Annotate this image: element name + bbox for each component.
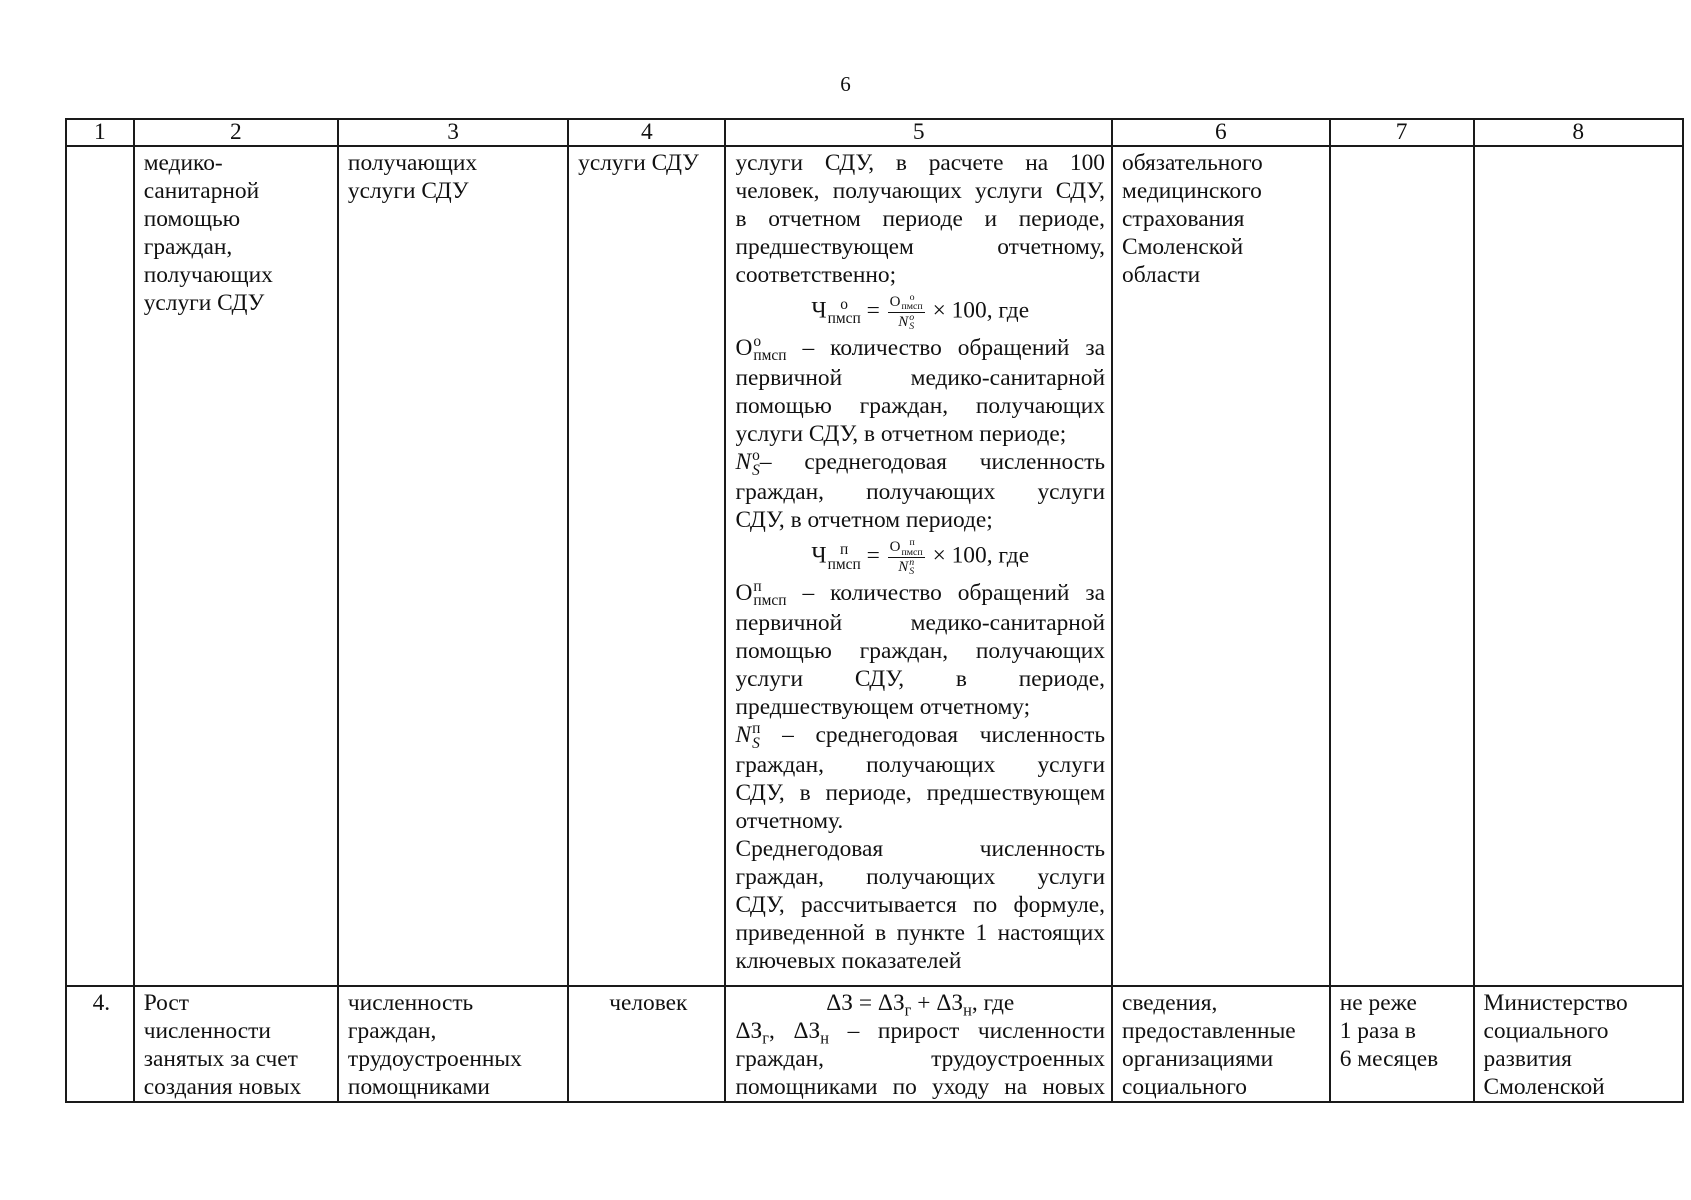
formula-subscript: S [909, 321, 915, 333]
cell-line: граждан, [347, 1018, 437, 1044]
cell-line: граждан, [143, 234, 233, 260]
cell-line: санитарной [143, 178, 260, 204]
cell-line: занятых за счет [143, 1046, 298, 1072]
header-cell: 4 [568, 119, 725, 146]
cell-line: медицинского [1122, 178, 1262, 204]
formula-superscript: п [752, 720, 761, 738]
formula-symbol: О [735, 334, 753, 361]
formula-superscript: о [840, 295, 849, 313]
page-number: 6 [840, 72, 851, 96]
header-cell: 3 [338, 119, 568, 146]
cell-line: предшествующем отчетному, [735, 234, 1106, 260]
cell-line: социального [1122, 1074, 1247, 1100]
cell-line: СДУ, в отчетном периоде; [735, 507, 993, 534]
cell-line: не реже [1339, 990, 1417, 1016]
formula-subscript: н [963, 1000, 972, 1020]
cell-line: социального [1483, 1018, 1609, 1044]
formula-superscript: о [909, 292, 915, 303]
cell-line: 6 месяцев [1339, 1046, 1439, 1072]
cell-line: помощниками по уходу на новых [735, 1074, 1106, 1100]
formula-subscript: пмсп [901, 301, 923, 313]
formula-superscript: п [909, 537, 915, 549]
formula-superscript: п [909, 557, 915, 569]
indicator-name-cell [134, 986, 338, 1102]
cell-line [735, 334, 1105, 364]
cell-line: области [1122, 262, 1201, 288]
cell-line: медико- [143, 150, 223, 176]
cell-line: граждан, получающих услуги [735, 479, 1106, 506]
header-cell: 5 [725, 119, 1112, 146]
cell-line: предоставленные [1122, 1018, 1296, 1044]
formula-separator: , [768, 1018, 794, 1044]
formula-current-period [735, 289, 1105, 334]
responsible-cell [1474, 986, 1683, 1102]
formula-subscript: г [904, 1000, 912, 1020]
formula-subscript: S [752, 734, 760, 752]
formula-superscript: о [909, 311, 915, 323]
cell-line: услуги СДУ [143, 290, 265, 316]
indicator-description-cell [338, 986, 568, 1102]
formula-symbol: ΔЗ [877, 990, 905, 1016]
cell-line: Смоленской [1122, 234, 1244, 260]
cell-line: человек, получающих услуги СДУ, [735, 178, 1106, 204]
cell-line: услуги СДУ, в отчетном периоде; [735, 420, 1067, 447]
header-cell: 8 [1474, 119, 1683, 146]
formula-superscript: о [752, 446, 760, 464]
cell-line: Среднегодовая численность [735, 836, 1106, 863]
formula-subscript: S [752, 461, 760, 479]
cell-line: граждан, получающих услуги [735, 752, 1106, 779]
formula-fraction [888, 538, 925, 577]
header-cell: 2 [134, 119, 338, 146]
indicator-name-cell [134, 146, 338, 986]
header-cell: 1 [66, 119, 134, 146]
formula-previous-period [735, 534, 1105, 579]
cell-line: граждан, трудоустроенных [735, 1046, 1106, 1072]
definition-text: – среднегодовая численность [759, 448, 1106, 475]
formula-operator: + [917, 990, 931, 1016]
cell-line: услуги СДУ [347, 178, 469, 204]
definition-text: – количество обращений за [786, 334, 1106, 361]
cell-line: получающих [347, 150, 478, 176]
cell-line: трудоустроенных [347, 1046, 522, 1072]
formula-symbol: N [898, 558, 909, 575]
cell-line: получающих [143, 262, 273, 288]
formula-symbol: Ч [811, 542, 827, 569]
formula-operator: = [858, 990, 873, 1016]
cell-line: в отчетном периоде и периоде, [735, 206, 1106, 232]
formula-subscript: пмсп [827, 310, 861, 328]
cell-line [735, 721, 1105, 751]
data-source-cell [1112, 986, 1330, 1102]
cell-line: численность [347, 990, 474, 1016]
cell-line: помощниками [347, 1074, 490, 1100]
formula-symbol: ΔЗ [936, 990, 964, 1016]
cell-line: развития [1483, 1046, 1572, 1072]
cell-line: СДУ, рассчитывается по формуле, [735, 892, 1106, 919]
cell-line: предшествующем отчетному; [735, 694, 1031, 721]
indicator-description-cell [338, 146, 568, 986]
formula-operator: = [866, 542, 880, 569]
formula-symbol: ΔЗ [826, 990, 853, 1016]
formula-symbol: О [889, 293, 901, 310]
cell-line [735, 1017, 1106, 1048]
formula-symbol: ΔЗ [793, 1018, 821, 1044]
cell-line: ключевых показателей [735, 948, 962, 975]
cell-line: первичной медико-санитарной [735, 610, 1106, 637]
definition-text: – прирост численности [828, 1018, 1106, 1044]
cell-line: СДУ, в периоде, предшествующем [735, 780, 1106, 807]
formula-superscript: о [753, 332, 762, 350]
cell-line: отчетному. [735, 808, 844, 835]
formula-subscript: S [909, 566, 915, 578]
formula-superscript: п [753, 577, 762, 595]
cell-line: помощью граждан, получающих [735, 638, 1106, 665]
formula-tail: × 100, где [932, 297, 1030, 324]
row-number-cell: 4. [66, 986, 134, 1102]
formula-subscript: пмсп [901, 546, 923, 558]
cell-line: численности [143, 1018, 271, 1044]
formula-symbol: N [735, 722, 752, 749]
calculation-method-cell [725, 146, 1112, 986]
header-cell: 6 [1112, 119, 1330, 146]
cell-line: помощью [143, 206, 241, 232]
formula-symbol: О [735, 579, 753, 606]
unit-cell: человек [568, 986, 725, 1102]
data-source-cell [1112, 146, 1330, 986]
periodicity-cell [1330, 986, 1474, 1102]
cell-line: страхования [1122, 206, 1245, 232]
formula-fraction [888, 293, 925, 332]
unit-cell: услуги СДУ [568, 146, 725, 986]
cell-line [735, 579, 1105, 609]
cell-line: Рост [143, 990, 190, 1016]
table-row [66, 146, 1683, 986]
formula-symbol: N [898, 313, 909, 330]
formula-tail: × 100, где [932, 542, 1030, 569]
cell-line: создания новых [143, 1074, 302, 1100]
cell-line: Смоленской [1483, 1074, 1605, 1100]
cell-line: соответственно; [735, 262, 897, 288]
formula-growth [735, 989, 1105, 1020]
table-header-row [66, 119, 1683, 146]
calculation-method-cell [725, 986, 1112, 1102]
cell-line: первичной медико-санитарной [735, 364, 1106, 391]
cell-line: 1 раза в [1339, 1018, 1416, 1044]
table-row [66, 986, 1683, 1102]
cell-line: услуги СДУ, в расчете на 100 [735, 150, 1106, 176]
formula-subscript: г [762, 1028, 769, 1048]
definition-text: – среднегодовая численность [760, 722, 1106, 749]
cell-line: организациями [1122, 1046, 1274, 1072]
cell-line [735, 448, 1105, 478]
row-number-cell [66, 146, 134, 986]
cell-line: сведения, [1122, 990, 1218, 1016]
cell-line: помощью граждан, получающих [735, 392, 1106, 419]
formula-operator: = [866, 297, 880, 324]
formula-symbol: N [735, 448, 752, 475]
formula-symbol: О [889, 539, 901, 556]
formula-symbol: ΔЗ [735, 1018, 763, 1044]
cell-line: Министерство [1483, 990, 1628, 1016]
cell-line: приведенной в пункте 1 настоящих [735, 920, 1106, 947]
indicators-table [65, 118, 1684, 1103]
header-cell: 7 [1330, 119, 1474, 146]
formula-subscript: пмсп [753, 347, 787, 365]
formula-subscript: пмсп [753, 592, 787, 610]
definition-text: – количество обращений за [786, 579, 1106, 606]
formula-symbol: Ч [811, 297, 827, 324]
formula-superscript: п [840, 540, 849, 558]
cell-line: обязательного [1122, 150, 1263, 176]
responsible-cell [1474, 146, 1683, 986]
formula-subscript: пмсп [827, 555, 861, 573]
cell-line: услуги СДУ, в периоде, [735, 666, 1106, 693]
cell-line: граждан, получающих услуги [735, 864, 1106, 891]
formula-tail: , где [971, 990, 1015, 1016]
formula-subscript: н [820, 1028, 829, 1048]
periodicity-cell [1330, 146, 1474, 986]
